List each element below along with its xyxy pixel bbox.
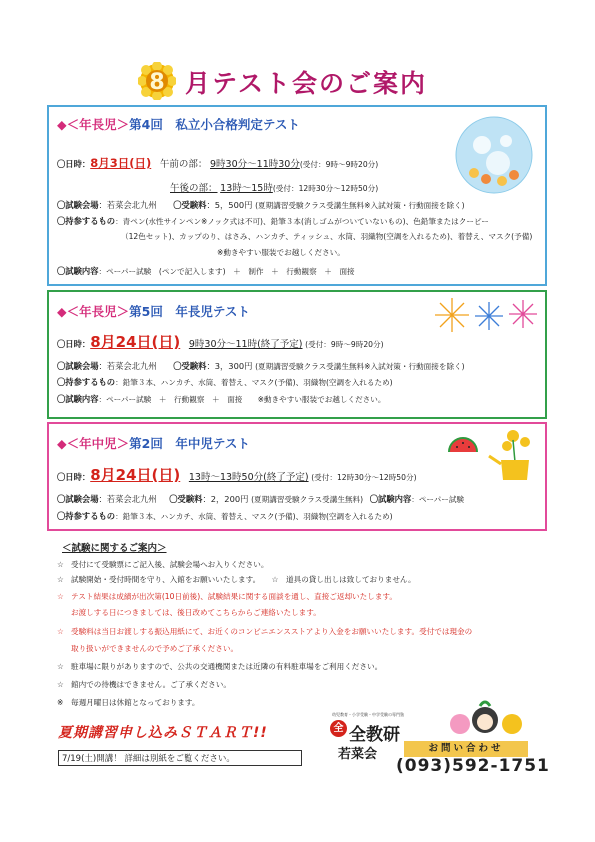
exam-date: 8月24日(日) — [90, 466, 181, 484]
sunflower-eight-icon — [138, 62, 176, 100]
section-heading: ◆＜年中児＞第2回 年中児テスト — [57, 436, 250, 451]
note-text: 試験開始・受付時間を守り、入館をお願いいたします。 ☆ 道具の貸し出しは致しておりません。 — [71, 575, 416, 584]
note-mark: ☆ — [57, 575, 64, 584]
note-text: 駐車場に限りがありますので、公共の交通機関または近隣の有料駐車場をご利用ください。 — [71, 662, 383, 671]
note-text: 受付にて受験票にご記入後、試験会場へお入りください。 — [71, 560, 269, 569]
note-mark: ☆ — [57, 680, 64, 689]
note-item — [57, 607, 321, 618]
logo-mark-icon: 全 — [330, 720, 347, 737]
note-mark: ☆ — [57, 627, 64, 636]
contact-label: お問い合わせ — [404, 741, 528, 757]
exam-date: 8月3日(日) — [90, 156, 152, 170]
note-item — [57, 661, 382, 672]
afternoon-row: 午後の部： 13時～15時(受付：12時30分～12時50分) — [170, 183, 379, 194]
watermelon-watering-can-icon — [443, 426, 541, 482]
note-text: 館内での待機はできません。ご了承ください。 — [71, 680, 231, 689]
note-text: 受験料は当日お渡しする振込用紙にて、お近くのコンビニエンスストアより入金をお願いいたします。受付では現金の — [71, 627, 473, 636]
phone-number[interactable]: (093)592-1751 — [396, 756, 550, 776]
note-text: 毎週月曜日は休館となっております。 — [71, 698, 200, 707]
note-mark: ☆ — [57, 592, 64, 601]
note-item — [57, 697, 199, 708]
note-item — [57, 574, 416, 585]
note-mark: ※ — [57, 698, 64, 707]
note-item — [57, 626, 472, 637]
venue-row: 〇試験会場：若菜会北九州 〇受験料：3，300円 (夏期講習受験クラス受講生無料※入試対策・行動面接を除く) — [57, 361, 465, 371]
items-row: 〇持参するもの：青ペン(水性サインペン※ノック式は不可)、鉛筆３本(消しゴムがついていないもの)、色鉛筆またはクーピー — [57, 216, 489, 226]
section-nenchu-2 — [47, 422, 547, 531]
svg-text:8: 8 — [149, 70, 165, 95]
notes-title: ＜試験に関するご案内＞ — [62, 543, 167, 554]
items-row: 〇持参するもの：鉛筆３本、ハンカチ、水筒、着替え、マスク(予備)、羽織物(空調を入れるため) — [57, 511, 393, 521]
note-text: テスト結果は成績が出次第(10日前後)、試験結果に関する面談を通し、直接ご返却いたします。 — [71, 592, 398, 601]
exam-date: 8月24日(日) — [90, 333, 181, 351]
items-row: 〇持参するもの：鉛筆３本、ハンカチ、水筒、着替え、マスク(予備)、羽織物(空調を入れるため) — [57, 377, 393, 387]
note-item — [57, 679, 231, 690]
date-row: 〇日時：8月24日(日) 9時30分～11時(終了予定) (受付：9時～9時20分) — [57, 333, 384, 351]
note-mark: ☆ — [57, 560, 64, 569]
school-logo: 幼児教育・小学受験・中学受験の専門塾 全 全教研 若菜会 — [332, 712, 404, 762]
course-open-notice: 7/19(土)開講！ 詳細は別紙をご覧ください。 — [58, 750, 302, 766]
character-mascots-icon — [440, 700, 530, 740]
note-item — [57, 591, 397, 602]
note-item — [57, 559, 268, 570]
summer-course-banner: 夏期講習申し込みＳＴＡＲＴ!! — [58, 725, 268, 741]
venue-row: 〇試験会場：若菜会北九州 〇受験料：5，500円 (夏期講習受験クラス受講生無料※入試対策・行動面接を除く) — [57, 200, 465, 210]
items-row-2: （12色セット)、カップのり、はさみ、ハンカチ、ティッシュ、水筒、羽織物(空調を入れるため)、着替え、マスク(予備) — [121, 232, 533, 241]
page-title-text: 月テスト会のご案内 — [185, 69, 428, 98]
content-row: 〇試験内容：ペーパー試験 ＋ 行動観察 ＋ 面接 ※動きやすい服装でお越しください。 — [57, 394, 386, 404]
note-item — [57, 643, 238, 654]
note-text: お渡しする日につきましては、後日改めてこちらからご連絡いたします。 — [71, 608, 321, 617]
section-heading: ◆＜年長児＞第5回 年長児テスト — [57, 304, 250, 319]
bubble-illustration-icon — [454, 115, 534, 195]
note-mark: ☆ — [57, 662, 64, 671]
content-row: 〇試験内容：ペーパー試験 (ペンで記入します) ＋ 制作 ＋ 行動観察 ＋ 面接 — [57, 266, 355, 276]
section-nenchou-4 — [47, 105, 547, 286]
fireworks-icon — [427, 294, 542, 339]
date-row: 〇日時：8月24日(日) 13時～13時50分(終了予定) (受付：12時30分～12時50分) — [57, 466, 417, 484]
items-note: ※動きやすい服装でお越しください。 — [217, 248, 345, 257]
section-nenchou-5 — [47, 290, 547, 419]
venue-row: 〇試験会場：若菜会北九州 〇受験料：2，200円 (夏期講習受験クラス受講生無料) 〇試験内容：ペーパー試験 — [57, 494, 465, 504]
note-text: 取り扱いができませんので予めご了承ください。 — [71, 644, 239, 653]
date-row: 〇日時：8月3日(日) 午前の部： 9時30分～11時30分(受付：9時～9時20分) — [57, 156, 379, 170]
page-title — [0, 62, 595, 100]
section-heading: ◆＜年長児＞第4回 私立小合格判定テスト — [57, 117, 300, 132]
